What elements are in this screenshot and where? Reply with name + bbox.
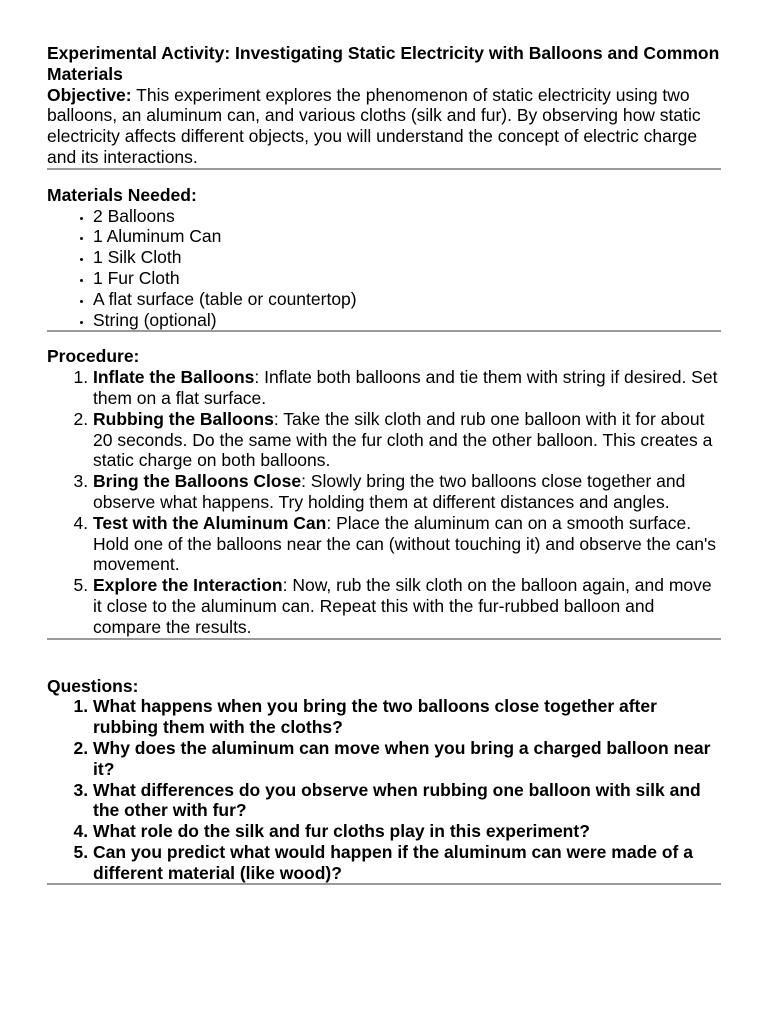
procedure-step-text: : Slowly bring the two balloons close together and observe what happens. Try holding them at different distances and angles. (93, 471, 686, 512)
materials-list-item: • 1 Aluminum Can (93, 226, 721, 247)
objective-text: This experiment explores the phenomenon of static electricity using two balloons, an aluminum can, and various cloths (silk and fur). By observing how static electricity affects different objects, you will understand the concept of electric charge and its interactions. (47, 84, 701, 167)
materials-list-item: • 1 Fur Cloth (93, 268, 721, 289)
materials-heading: Materials Needed: (47, 184, 197, 205)
materials-list-item: • 1 Silk Cloth (93, 247, 721, 268)
materials-list-item: • String (optional) (93, 310, 721, 331)
questions-list (47, 696, 721, 883)
procedure-step-text: : Take the silk cloth and rub one balloon with it for about 20 seconds. Do the same with the fur cloth and the other balloon. This creates a static charge on both balloons. (93, 408, 713, 471)
question-item: 1. What happens when you bring the two balloons close together after rubbing them with the cloths? (93, 696, 721, 738)
objective-paragraph (47, 85, 721, 168)
document-title: Experimental Activity: Investigating Static Electricity with Balloons and Common Materials (47, 43, 720, 84)
materials-list-item: • A flat surface (table or countertop) (93, 289, 721, 310)
procedure-section (47, 346, 721, 639)
document-page (47, 43, 721, 885)
materials-section (47, 185, 721, 333)
procedure-step (93, 409, 721, 471)
procedure-step-label: Inflate the Balloons (93, 367, 255, 388)
procedure-step-text: : Now, rub the silk cloth on the balloon again, and move it close to the aluminum can. Repeat this with the fur-rubbed balloon and compare the results. (93, 575, 712, 637)
procedure-heading: Procedure: (47, 346, 140, 367)
question-item: 2. Why does the aluminum can move when you bring a charged balloon near it? (93, 738, 721, 780)
objective-label: Objective: (47, 84, 132, 105)
procedure-step-label: Explore the Interaction (93, 575, 283, 596)
materials-list (47, 206, 721, 331)
procedure-step (93, 513, 721, 575)
question-item: 4. What role do the silk and fur cloths play in this experiment? (93, 821, 721, 842)
procedure-step-label: Rubbing the Balloons (93, 408, 274, 429)
procedure-step-label: Test with the Aluminum Can (93, 512, 327, 533)
procedure-step-label: Bring the Balloons Close (93, 471, 302, 492)
question-item: 3. What differences do you observe when rubbing one balloon with silk and the other with fur? (93, 780, 721, 822)
procedure-step-text: : Inflate both balloons and tie them with string if desired. Set them on a flat surface. (93, 367, 718, 408)
intro-section (47, 43, 721, 170)
procedure-step (93, 471, 721, 513)
questions-heading: Questions: (47, 675, 139, 696)
question-item: 5. Can you predict what would happen if the aluminum can were made of a different material (like wood)? (93, 842, 721, 884)
materials-list-item: • 2 Balloons (93, 206, 721, 227)
questions-section (47, 676, 721, 886)
procedure-list (47, 367, 721, 637)
procedure-step (93, 575, 721, 637)
procedure-step-text: : Place the aluminum can on a smooth surface. Hold one of the balloons near the can (without touching it) and observe the can's movement. (93, 512, 717, 575)
procedure-step (93, 367, 721, 409)
